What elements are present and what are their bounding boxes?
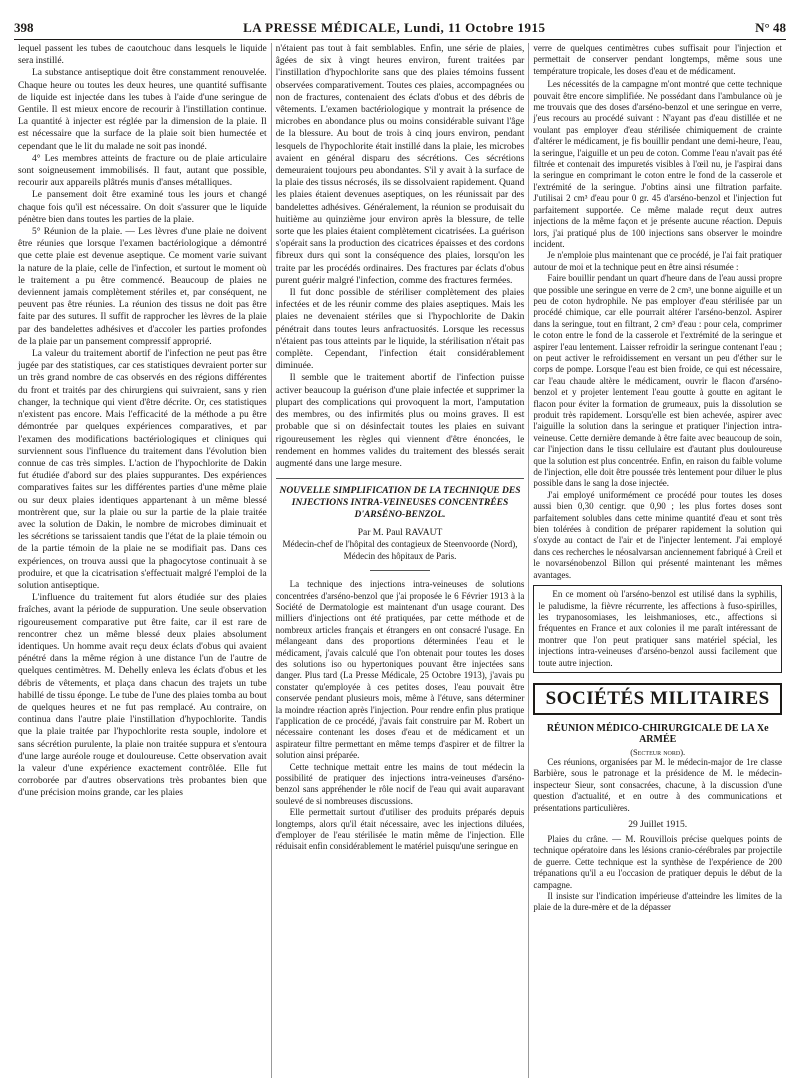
paragraph: Ces réunions, organisées par M. le médecin-major de 1re classe Barbière, sous le patronage et la présidence de M. le médecin-inspecteur Sieur, sont consacrées, chacune, à la discussion d'une question d'actualité, et en outre à des communications et présentations particulières. [533,756,783,813]
paragraph: La technique des injections intra-veineuses de solutions concentrées d'arséno-benzol que j'ai proposée le 6 Février 1913 à la Société de Dermatologie est maintenant d'un usage courant. Des milliers d'injections ont été pratiquées, par cette méthode et de nombreux articles français et étrangers en ont consacré l'usage. En mélangeant dans des proportions déterminées l'eau et le médicament, j'avais calculé que l'on obtenait pour toutes les doses des solutions iso ou hypertoniques pouvant être injectées sans danger. Plus tard (La Presse Médicale, 25 Octobre 1913), j'avais pu constater qu'employée à ces petites doses, l'eau pouvait être conservée pendant plusieurs mois, même à l'étuve, sans déterminer la moindre réaction après l'injection. Pour rendre enfin plus pratique l'application de ce procédé, j'avais fait construire par M. Robert un nécessaire contenant les doses d'eau et de médicament et un aspirateur filtre permettant en même temps d'aspirer et de filtrer la solution ainsi préparée. [275,579,525,761]
meeting-date: 29 Juillet 1915. [628,819,688,830]
section-title: SOCIÉTÉS MILITAIRES [533,683,782,715]
paragraph: L'influence du traitement fut alors étudiée sur des plaies fraîches, avant la période de suppuration. Une seule observation rigoureusement comparative put être faite, car il est rare de rencontrer chez un même blessé deux plaies absolument identiques. Un homme avait reçu deux éclats d'obus qui avaient pénétré dans la même région à une distance l'un de l'autre de quelques centimètres. M. Dehelly enleva les éclats d'obus et les débris de vêtements, et plaça dans chacun des trajets un tube habillé de tissu éponge. Le tube de l'une des plaies tomba au bout de quelques heures et ne fut pas remplacé. Au contraire, on continua dans l'autre plaie l'instillation d'hypochlorite. Tandis que la plaie traitée par l'hypochlorite resta souple, indolore et sans sécrétion purulente, la plaie non traitée suppura et s'entoura d'une large auréole rouge et douloureuse. Cette observation avait la valeur d'une expérience exactement contrôlée. Elle fut corroborée par d'autres observations très probantes bien que d'une précision moins grande, car les plaies [18,593,267,799]
paragraph: 5° Réunion de la plaie. — Les lèvres d'une plaie ne doivent être réunies que lorsque l'examen bactériologique a démontré que cette plaie est devenue aseptique. Ce moment varie suivant la nature de la plaie, celle de l'infection, et surtout le moment où le traitement a pu être commencé. Beaucoup de plaies ne deviennent jamais complètement stériles et, par conséquent, ne peuvent pas être réunies. La réunion des tissus ne doit pas être faite par des sutures. Il suffit de rapprocher les lèvres de la plaie par des bandelettes adhésives et d'accoler les parties profondes de la plaie par un pansement compressif approprié. [18,227,267,347]
paragraph: lequel passent les tubes de caoutchouc dans lesquels le liquide sera instillé. [18,44,267,67]
divider [370,570,430,571]
paragraph: verre de quelques centimètres cubes suffisait pour l'injection et permettait de conserver pendant longtemps, même sous une température tropicale, les doses d'eau et de médicament. [533,43,783,76]
paragraph: Le pansement doit être examiné tous les jours et changé chaque fois qu'il est nécessaire. On doit s'assurer que le liquide pénètre bien dans toutes les parties de la plaie. [18,190,267,225]
paragraph: Cette technique mettait entre les mains de tout médecin la possibilité de pratiquer des injections intra-veineuses d'arséno-benzol sans appréhender le rôle nocif de l'eau qui avait auparavant soulevé de si nombreuses discussions. [275,761,525,806]
section-subtitle: RÉUNION MÉDICO-CHIRURGICALE DE LA Xe ARMÉE [546,722,769,745]
paragraph: Il fut donc possible de stériliser complètement des plaies infectées et de les réunir comme des plaies aseptiques. Mais les plaies ne devenaient stériles que si l'hypochlorite de Dakin pénétrait dans toutes leurs anfractuosités. Lorsque les recessus n'étaient pas tous atteints par le liquide, la stérilisation n'était pas complète. Cependant, l'infection était considérablement diminuée. [275,288,525,372]
paragraph: Il insiste sur l'indication impérieuse d'atteindre les limites de la plaie de la dure-mère et de la dépasser [533,891,783,913]
journal-title: LA PRESSE MÉDICALE, Lundi, 11 Octobre 1915 [243,20,546,35]
paragraph: Les nécessités de la campagne m'ont montré que cette technique pouvait être encore simplifiée. Ne possédant dans l'ambulance où je me trouvais que des doses d'arséno-benzol et une seringue en verre, j'eus recours au procédé suivant : N'ayant pas d'eau distillée et ne voulant pas employer d'eau stérilisée chimiquement de crainte d'altérer le médicament, je fis bouillir pendant une demi-heure, l'eau, la seringue, l'aiguille et un peu de coton. Comme l'eau n'avait pas été filtrée et contenait des impuretés visibles à l'œil nu, je l'aspirai dans la seringue en comprimant le coton entre le fond de la casserole et l'extrémité de la seringue. J'obtins ainsi une filtration parfaite. J'utilisai 2 cm³ d'eau pour 0 gr. 45 d'arséno-benzol et l'injection fut parfaitement supportée. Ce même malade reçut deux autres injections de la même façon et je présente aucune réaction. Depuis lors, j'ai pratiqué plus de 100 injections sans observer le moindre incident. [533,79,783,249]
page-header [14,20,786,40]
paragraph: Il semble que le traitement abortif de l'infection puisse activer beaucoup la guérison d'une plaie infectée et supprimer la plupart des complications qui provoquent la mort, l'amputation des membres, ou des infirmités plus ou moins graves. Il est probable que si on désinfectait toutes les plaies en suivant rigoureusement les règles qui viennent d'être énoncées, le rendement en hommes valides du traitement des blessés serait augmenté dans une large mesure. [275,373,525,469]
paragraph: J'ai employé uniformément ce procédé pour toutes les doses aussi bien 0,30 centigr. que 0,90 ; les plus fortes doses sont parfaitement solubles dans cette minime quantité d'eau et sont très bien tolérées à condition de préparer rapidement la solution qui s'oxyde au contact de l'air et de l'injecter lentement. J'ai employé dans ces recherches le néosalvarsan anciennement fabriqué à Creil et le novarsénobenzol Billon qui présenté maintenant les mêmes avantages. [533,489,783,580]
column-middle [271,43,529,1078]
issue-number: N° 48 [755,20,786,35]
boxed-paragraph [533,585,782,673]
paragraph: Faire bouillir pendant un quart d'heure dans de l'eau aussi propre que possible une seringue en verre de 2 cm³, une bonne aiguille et un peu de coton hydrophile. Ne pas employer d'eau stérilisée par un procédé chimique, car elle pourrait altérer l'arséno-benzol. Aspirer dans la seringue, tout en filtrant, 2 cm³ d'eau : pour cela, comprimer le coton entre le fond de la casserole et l'extrémité de la seringue et aspirer l'eau lentement. Laisser refroidir la seringue contenant l'eau ; on peut activer le refroidissement en versant un peu d'éther sur le corps de pompe. Lorsque l'eau est bien froide, ce qui est nécessaire, car l'eau chaude altère le médicament, ouvrir le flacon d'arséno-benzol et y projeter lentement l'eau goutte à goutte en agitant le flacon pour éviter la formation de grumeaux, puis la dissolution se produit très rapidement. Lorsqu'elle est bien achevée, aspirer avec l'aiguille la solution dans la seringue et pratiquer l'injection intra-veineuse. Cette dernière demande à être faite avec beaucoup de soin, car l'injection dans le tissu cellulaire est d'autant plus douloureuse que la solution est plus concentrée. Enfin, en raison du faible volume de l'injection, elle doit être poussée très lentement pour diluer le plus possible dans le sang la dose injectée. [533,273,783,489]
article-author: Par M. Paul RAVAUT [357,528,443,539]
paragraph: La substance antiseptique doit être constamment renouvelée. Chaque heure ou toutes les deux heures, une quantité suffisante de liquide est injectée dans les tubes à l'aide d'une seringue de Gentile. Il est mieux encore de recourir à l'instillation continue. La quantité à injecter est réglée par la dimension de la plaie. Il est nécessaire que la surface de la plaie soit bien humectée et cependant que le lit du malade ne soit pas inondé. [18,68,267,152]
paragraph: En ce moment où l'arséno-benzol est utilisé dans la syphilis, le paludisme, la fièvre récurrente, les affections à fuso-spirilles, les trypanosomiases, les leishmanioses, etc., affections si fréquentes en France et aux colonies il me paraît intéressant de montrer que l'on peut pratiquer sans matériel spécial, les injections intra-veineuses d'arséno-benzol aussi facilement que toute autre injection. [538,589,778,668]
paragraph: Plaies du crâne. — M. Rouvillois précise quelques points de technique opératoire dans les lésions cranio-cérébrales par projectile de guerre. Cette technique est la synthèse de l'expérience de 200 trépanations qu'il a eu l'occasion de pratiquer depuis le début de la campagne. [533,833,783,890]
article-title: NOUVELLE SIMPLIFICATION DE LA TECHNIQUE DES INJECTIONS INTRA-VEINEUSES CONCENTRÉES D'ARSÉNO-BENZOL. [276,478,525,521]
paragraph: Elle permettait surtout d'utiliser des produits préparés depuis longtemps, alors qu'il était nécessaire, avec les injections diluées, d'employer de l'eau stérilisée le matin même de l'injection. Elle réduisait enfin considérablement le matériel puisqu'une seringue en [275,807,525,852]
column-right [528,43,786,1078]
paragraph: Je n'emploie plus maintenant que ce procédé, je l'ai fait pratiquer autour de moi et la technique peut en être ainsi résumée : [533,250,783,272]
column-left [14,43,271,1078]
paragraph: n'étaient pas tout à fait semblables. Enfin, une série de plaies, âgées de six à vingt heures environ, furent traitées par l'instillation d'hypochlorite sans que des plaies témoins fussent observées comparativement. Toutes ces plaies, accompagnées ou non de fractures, contenaient des éclats d'obus et des débris de vêtements. L'examen bactériologique y montrait la présence de microbes en abondance plus ou moins considérable suivant l'âge de la blessure. Au bout de trois à cinq jours environ, pendant lesquels de l'hypochlorite était instillé dans la plaie, les microbes avaient en général disparu des sécrétions. Ces sécrétions demeuraient toujours peu abondantes. S'il y avait à la surface de la plaie des tissus nécrosés, ils se dissolvaient rapidement. Quand les plaies étaient devenues aseptiques, on les réunissait par des bandelettes adhésives. Généralement, la réunion se produisait du huitième au quinzième jour environ après la blessure, de telle sorte que les plaies étaient complètement cicatrisées. La guérison s'opérait sans la production des cicatrices épaisses et des cordons fibreux durs qui sont la conséquence des plaies, lorsqu'on les traite par les procédés ordinaires. Des fractures par éclats d'obus purent guérir malgré l'infection, comme des fractures fermées. [275,44,525,286]
author-affiliation: Médecin-chef de l'hôpital des contagieux de Steenvoorde (Nord), [282,539,518,550]
author-affiliation: Médecin des hôpitaux de Paris. [343,550,457,561]
paragraph: La valeur du traitement abortif de l'infection ne peut pas être jugée par des statistiques, car ces statistiques devraient porter sur un très grand nombre de cas observés en des régions différentes du front et traités par des chirurgiens qui suivraient, sans y rien changer, la technique qui vient d'être décrite. Or, ces statistiques n'existent pas encore. Mais l'efficacité de la méthode a pu être démontrée par quelques expériences comparatives, et par l'examen des modifications bactériologiques et cliniques qui surviennent sous l'influence du traitement dans l'évolution bien connue de cas très simples. L'action de l'hypochlorite de Dakin fut étudiée d'abord sur des plaies suppurantes. Des expériences comparatives faites sur les différentes parties d'une même plaie ou sur deux plaies identiques appartenant à un même blessé montrèrent que, sur la plaie ou sur la partie de la plaie traitée avec la solution de Dakin, le nombre de microbes diminuait et les sécrétions se tarissaient tandis que l'état de la plaie témoin ou de la partie témoin de la plaie ne se modifiait pas. Dans ces expériences, on trouva aussi que la phagocytose continuait à se produire, et que la cicatrisation s'effectuait malgré l'emploi de la solution antiseptique. [18,349,267,591]
page-number: 398 [14,20,34,35]
paragraph: 4° Les membres atteints de fracture ou de plaie articulaire sont soigneusement immobilisés. Il faut, autant que possible, recourir aux appareils plâtrés munis d'anses métalliques. [18,153,267,189]
section-sector: (Secteur nord). [630,746,686,757]
